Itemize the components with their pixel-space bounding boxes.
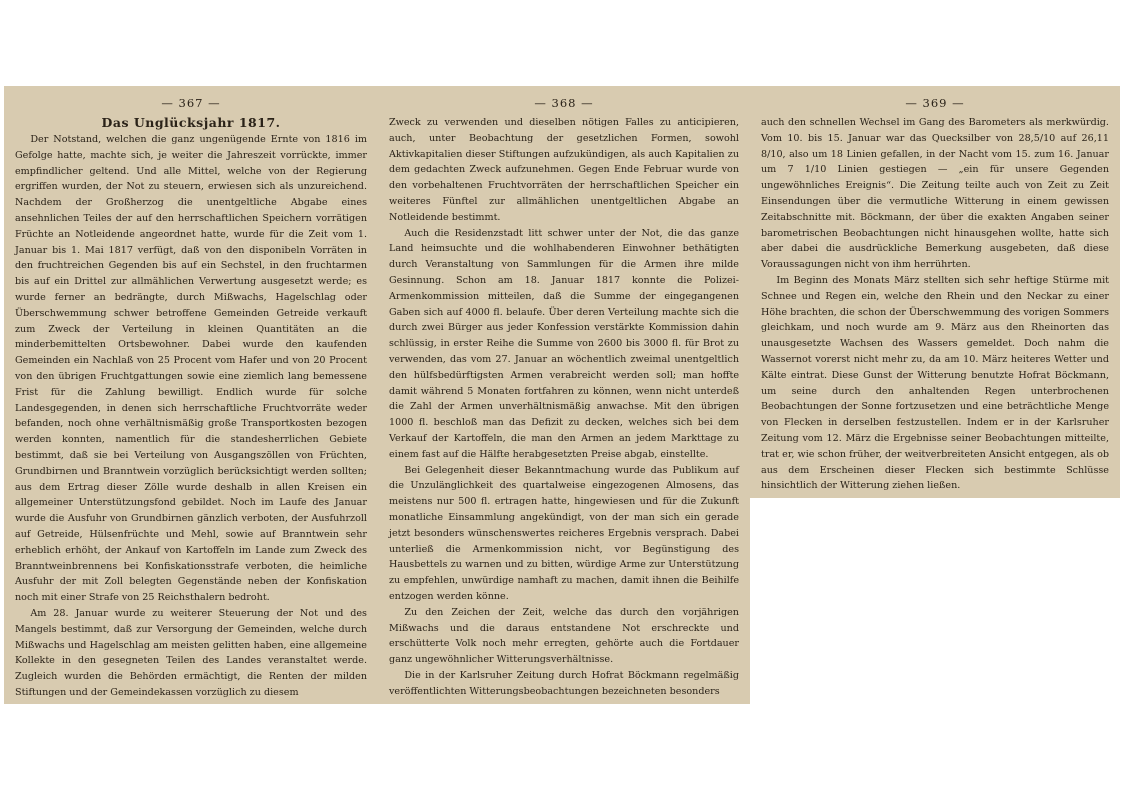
article-title: Das Unglücksjahr 1817. [101,115,281,130]
page-368 [378,86,750,704]
paragraph: Im Beginn des Monats März stellten sich sehr heftige Stürme mit Schnee und Regen ein, welche den Rhein und den Neckar zu einer Höhe brachten, die schon der Überschwemmung des vorigen Sommers gleichkam, und noch wurde am 9. März aus den Rheinorten das unausgesetzte Wachsen des Wassers gemeldet. Doch nahm die Wassernot vorerst nicht mehr zu, da am 10. März heiteres Wetter und Kälte eintrat. Diese Gunst der Witterung benutzte Hofrat Böckmann, um seine durch den anhaltenden Regen unterbrochenen Beobachtungen der Sonne fortzusetzen und eine beträchtliche Menge von Flecken in derselben festzustellen. Indem er in der Karlsruher Zeitung vom 12. März die Ergebnisse seiner Beobachtungen mitteilte, trat er, wie schon früher, der weitverbreiteten Ansicht entgegen, als ob aus dem Erscheinen dieser Flecken sich bestimmte Schlüsse hinsichtlich der Witterung ziehen ließen. [761,274,1109,492]
paragraph: Zweck zu verwenden und dieselben nötigen Falles zu anticipieren, auch, unter Beobachtung der gesetzlichen Formen, sowohl Aktivkapitalien dieser Stiftungen aufzukündigen, als auch Kapitalien zu dem gedachten Zweck aufzunehmen. Gegen Ende Februar wurde von den vorbehaltenen Fruchtvorräten der herrschaftlichen Speicher ein weiteres Fünftel zur allmählichen unentgeltlichen Abgabe an Notleidende bestimmt. [389,117,739,223]
paragraph: Der Notstand, welchen die ganz ungenügende Ernte von 1816 im Gefolge hatte, machte sich, je weiter die Jahreszeit vorrückte, immer empfindlicher geltend. Und alle Mittel, welche von der Regierung ergriffen wurden, der Not zu steuern, erwiesen sich als unzureichend. Nachdem der Großherzog die unentgeltliche Abgabe eines ansehnlichen Teiles der auf den herrschaftlichen Speichern vorrätigen Früchte an Notleidende angeordnet hatte, wurde für die Zeit vom 1. Januar bis 1. Mai 1817 verfügt, daß von den disponibeln Vorräten in den fruchtreichen Gegenden bis auf ein Sechstel, in den fruchtarmen bis auf ein Drittel zur allmählichen Verwertung ausgesetzt werde; es wurde ferner an bedrängte, durch Mißwachs, Hagelschlag oder Überschwemmung schwer betroffene Gemeinden Getreide verkauft zum Zweck der Verteilung in kleinen Quantitäten an die minderbemittelten Ortsbewohner. Dabei wurde den kaufenden Gemeinden ein Nachlaß von 25 Procent vom Hafer und von 20 Procent von den übrigen Fruchtgattungen sowie eine ziemlich lang bemessene Frist für die Zahlung bewilligt. Endlich wurde für solche Landesgegenden, in denen sich herrschaftliche Fruchtvorräte weder befanden, noch ohne verhältnismäßig große Transportkosten bezogen werden konnten, namentlich für die standesherrlichen Gebiete bestimmt, daß sie bei Verteilung von Ausgangszöllen von Früchten, Grundbirnen und Branntwein vorzüglich berücksichtigt werden sollten; aus dem Ertrag dieser Zölle wurde deshalb in allen Kreisen ein allgemeiner Unterstützungsfond gebildet. Noch im Laufe des Januar wurde die Ausfuhr von Grundbirnen gänzlich verboten, der Ausfuhrzoll auf Getreide, Hülsenfrüchte und Mehl, sowie auf Branntwein sehr erheblich erhöht, der Ankauf von Kartoffeln im Lande zum Zweck des Branntweinbrennens bei Konfiskationsstrafe verboten, die heimliche Ausfuhr der mit Zoll belegten Gegenstände neben der Konfiskation noch mit einer Strafe von 25 Reichsthalern bedroht. [15,134,367,604]
paragraph: Zu den Zeichen der Zeit, welche das durch den vorjährigen Mißwachs und die daraus entstandene Not erschreckte und erschütterte Volk noch mehr erregten, gehörte auch die Fortdauer ganz ungewöhnlicher Witterungsverhältnisse. [389,606,739,666]
paragraph: Die in der Karlsruher Zeitung durch Hofrat Böckmann regelmäßig veröffentlichten Witterungsbeobachtungen bezeichneten besonders [389,669,739,697]
page-369 [750,86,1120,498]
page-number: — 367 — [161,96,221,110]
paragraph: auch den schnellen Wechsel im Gang des Barometers als merkwürdig. Vom 10. bis 15. Januar war das Quecksilber von 28,5/10 auf 26,11 8/10, also um 18 Linien gefallen, in der Nacht vom 15. zum 16. Januar um 7 1/10 Linien gestiegen — „ein für unsere Gegenden ungewöhnliches Ereignis“. Die Zeitung teilte auch von Zeit zu Zeit Einsendungen über die vermutliche Witterung in einem gewissen Zeitabschnitte mit. Böckmann, der über die exakten Angaben seiner barometrischen Beobachtungen nicht hinausgehen wollte, hatte sich aber dabei die ausdrückliche Bemerkung ausgebeten, daß diese Voraussagungen nicht von ihm herrührten. [761,117,1109,271]
page-number: — 368 — [534,96,594,110]
paragraph: Am 28. Januar wurde zu weiterer Steuerung der Not und des Mangels bestimmt, daß zur Versorgung der Gemeinden, welche durch Mißwachs und Hagelschlag am meisten gelitten haben, eine allgemeine Kollekte in den gesegneten Teilen des Landes veranstaltet werde. Zugleich wurden die Behörden ermächtigt, die Renten der milden Stiftungen und der Gemeindekassen vorzüglich zu diesem [15,607,367,698]
paragraph: Auch die Residenzstadt litt schwer unter der Not, die das ganze Land heimsuchte und die wohlhabenderen Einwohner bethätigten durch Veranstaltung von Sammlungen für die Armen ihre milde Gesinnung. Schon am 18. Januar 1817 konnte die Polizei-Armenkommission mitteilen, daß die Summe der eingegangenen Gaben sich auf 4000 fl. belaufe. Über deren Verteilung machte sich die durch zwei Bürger aus jeder Konfession verstärkte Kommission dahin schlüssig, in erster Reihe die Summe von 2600 bis 3000 fl. für Brot zu verwenden, das vom 27. Januar an wöchentlich zweimal unentgeltlich den hülfsbedürftigsten Armen verabreicht werden soll; man hoffte damit während 5 Monaten fortfahren zu können, wenn nicht unterdeß die Zahl der Armen unverhältnismäßig anwachse. Mit den übrigen 1000 fl. beschloß man das Defizit zu decken, welches sich bei dem Verkauf der Kartoffeln, die man den Armen an jedem Markttage zu einem fast auf die Hälfte herabgesetzten Preise abgab, einstellte. [389,227,739,460]
page-number: — 369 — [905,96,965,110]
page-367 [4,86,378,704]
paragraph: Bei Gelegenheit dieser Bekanntmachung wurde das Publikum auf die Unzulänglichkeit des quartalweise eingezogenen Almosens, das meistens nur 500 fl. ertragen hatte, hingewiesen und für die Zukunft monatliche Einsammlung angekündigt, von der man sich ein gerade jetzt besonders wünschenswertes reicheres Ergebnis versprach. Dabei unterließ die Armenkommission nicht, vor Begünstigung des Hausbettels zu warnen und zu bitten, würdige Arme zur Unterstützung zu empfehlen, unwürdige namhaft zu machen, damit ihnen die Beihilfe entzogen werden könne. [389,464,739,602]
